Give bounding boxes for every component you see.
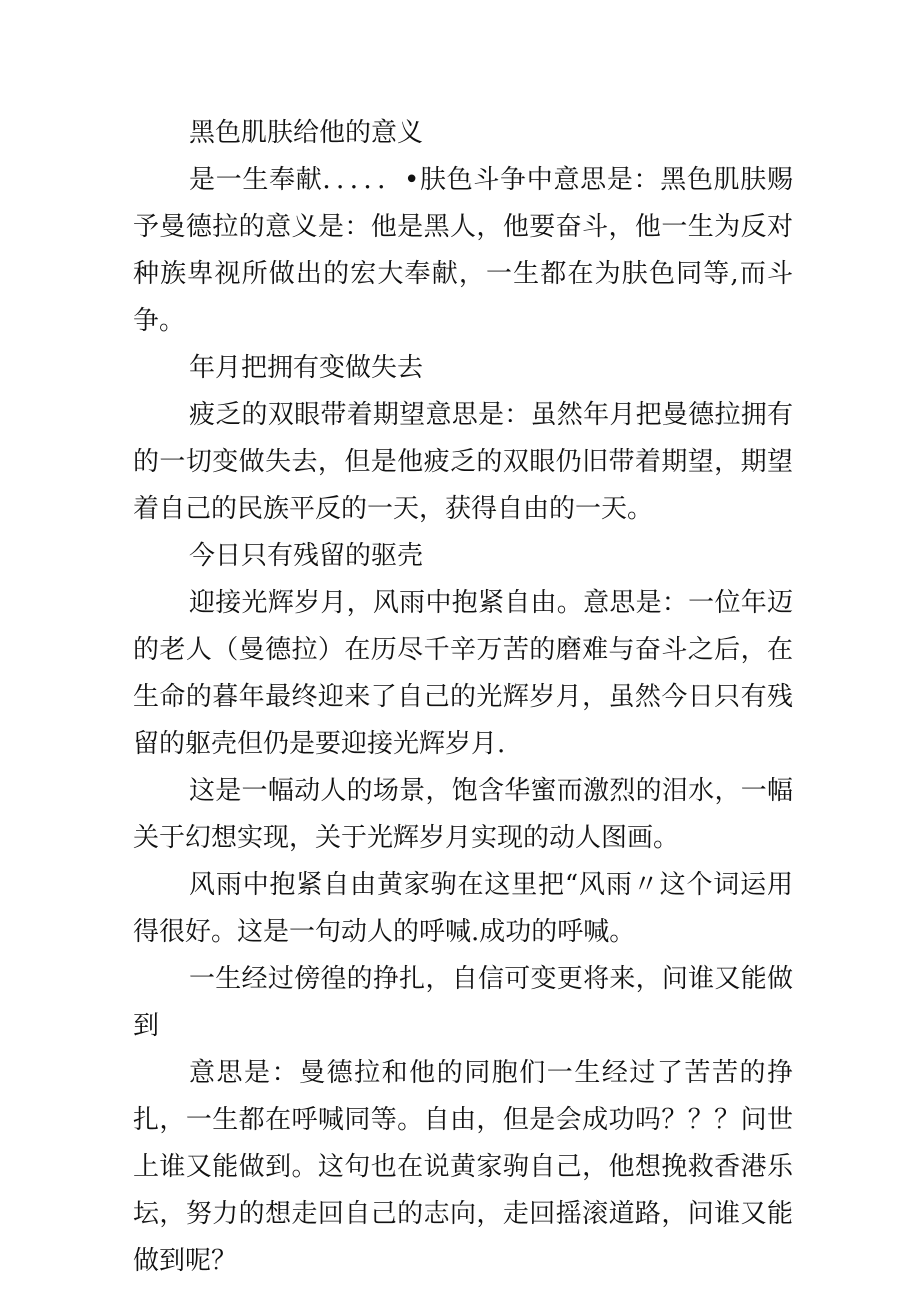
paragraph-lifetime-dedication: 是一生奉献．．．．．•肤色斗争中意思是：黑色肌肤赐予曼德拉的意义是：他是黑人，他要奋斗，他一生为反对种族卑视所做出的宏大奉献，一生都在为肤色同等,而斗争。 xyxy=(133,165,793,336)
paragraph-heading-remaining-shell: 今日只有残留的驱壳 xyxy=(189,541,424,571)
paragraph-lifetime-struggle: 一生经过傍徨的挣扎，自信可变更将来，问谁又能做到 xyxy=(133,964,793,1041)
paragraph-heading-years: 年月把拥有变做失去 xyxy=(189,353,424,383)
paragraph-wind-rain: 风雨中抱紧自由黄家驹在这里把“风雨〃这个词运用得很好。这是一句动人的呼喊.成功的呼喊。 xyxy=(133,870,793,947)
paragraph-moving-scene: 这是一幅动人的场景，饱含华蜜而激烈的泪水，一幅关于幻想实现，关于光辉岁月实现的动人图画。 xyxy=(133,776,793,853)
document-body xyxy=(133,110,793,1285)
paragraph-glorious-years: 迎接光辉岁月，风雨中抱紧自由。意思是：一位年迈的老人（曼德拉）在历尽千辛万苦的磨难与奋斗之后，在生命的暮年最终迎来了自己的光辉岁月，虽然今日只有残留的躯壳但仍是要迎接光辉岁月. xyxy=(133,588,793,759)
paragraph-meaning-struggle: 意思是：曼德拉和他的同胞们一生经过了苦苦的挣扎，一生都在呼喊同等。自由，但是会成功吗？？？问世上谁又能做到。这句也在说黄家驹自己，他想挽救香港乐坛，努力的想走回自己的志向，走回摇滚道路，问谁又能做到呢？ xyxy=(133,1058,793,1276)
paragraph-tired-eyes: 疲乏的双眼带着期望意思是：虽然年月把曼德拉拥有的一切变做失去，但是他疲乏的双眼仍旧带着期望，期望着自己的民族平反的一天，获得自由的一天。 xyxy=(133,400,793,524)
paragraph-heading-black-skin: 黑色肌肤给他的意义 xyxy=(189,118,424,148)
